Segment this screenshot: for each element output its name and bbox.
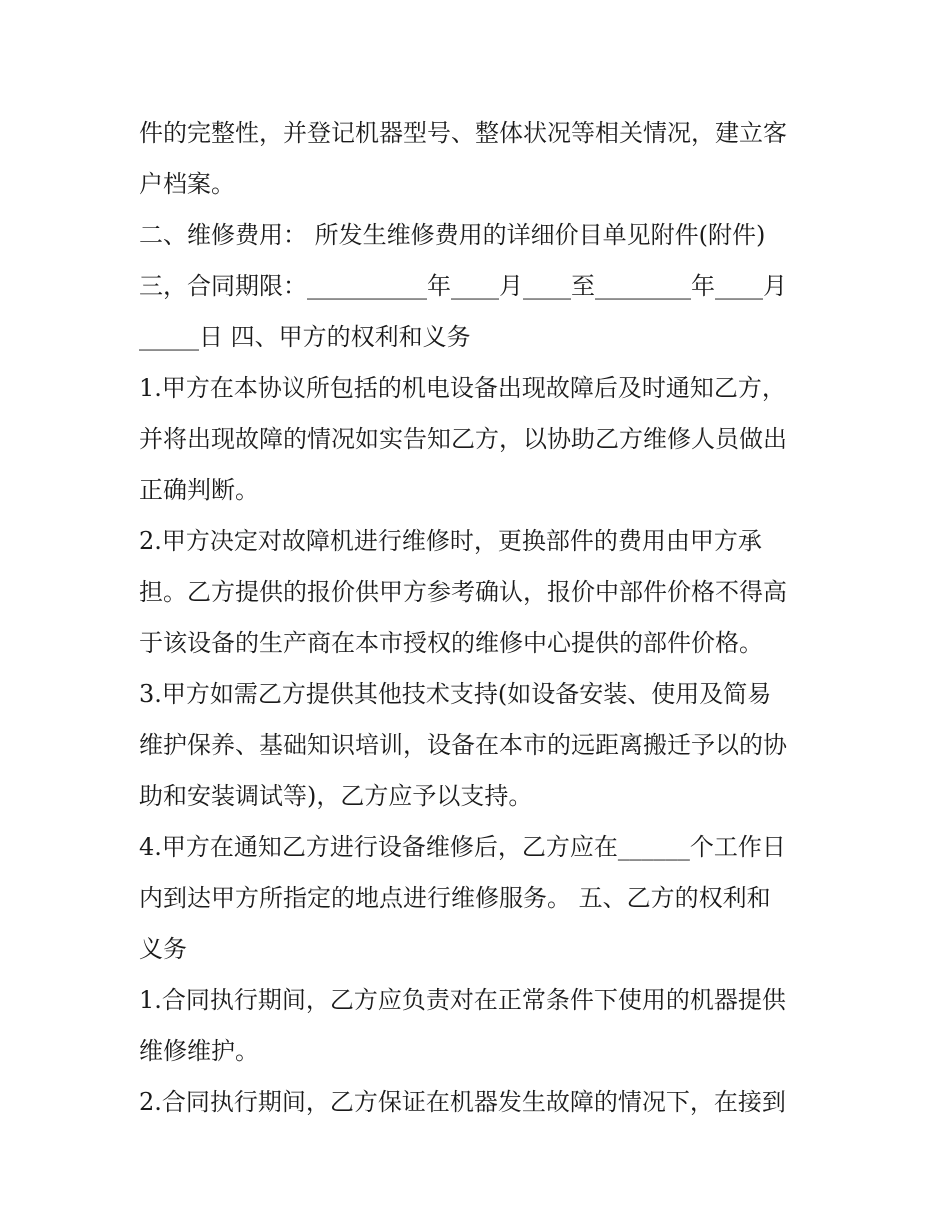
text-line: 1.合同执行期间，乙方应负责对在正常条件下使用的机器提供 [139, 986, 786, 1014]
section-heading-party-b: 内到达甲方所指定的地点进行维修服务。 五、乙方的权利和 [139, 884, 771, 912]
text-line: 3.甲方如需乙方提供其他技术支持(如设备安装、使用及简易 [139, 680, 772, 708]
text-line: 助和安装调试等)，乙方应予以支持。 [139, 782, 533, 810]
text-line: 维修维护。 [139, 1037, 259, 1065]
text-line: 担。乙方提供的报价供甲方参考确认，报价中部件价格不得高 [139, 578, 787, 606]
text-line: 并将出现故障的情况如实告知乙方，以协助乙方维修人员做出 [139, 425, 787, 453]
text-line: 4.甲方在通知乙方进行设备维修后，乙方应在______个工作日 [139, 833, 786, 861]
text-line: 2.合同执行期间，乙方保证在机器发生故障的情况下，在接到 [139, 1088, 786, 1116]
text-line: 件的完整性，并登记机器型号、整体状况等相关情况，建立客 [139, 119, 787, 147]
text-line: 1.甲方在本协议所包括的机电设备出现故障后及时通知乙方， [139, 374, 786, 402]
text-line: 户档案。 [139, 170, 235, 198]
section-heading-party-a: _____日 四、甲方的权利和义务 [139, 323, 471, 351]
section-heading-term: 三，合同期限：__________年____月____至________年____月 [139, 272, 787, 300]
contract-body [139, 108, 819, 1128]
text-line: 2.甲方决定对故障机进行维修时，更换部件的费用由甲方承 [139, 527, 762, 555]
text-line: 于该设备的生产商在本市授权的维修中心提供的部件价格。 [139, 629, 763, 657]
text-line: 正确判断。 [139, 476, 259, 504]
section-heading-fees: 二、维修费用： 所发生维修费用的详细价目单见附件(附件) [139, 221, 766, 249]
text-line: 维护保养、基础知识培训，设备在本市的远距离搬迁予以的协 [139, 731, 787, 759]
text-line: 义务 [139, 935, 187, 963]
